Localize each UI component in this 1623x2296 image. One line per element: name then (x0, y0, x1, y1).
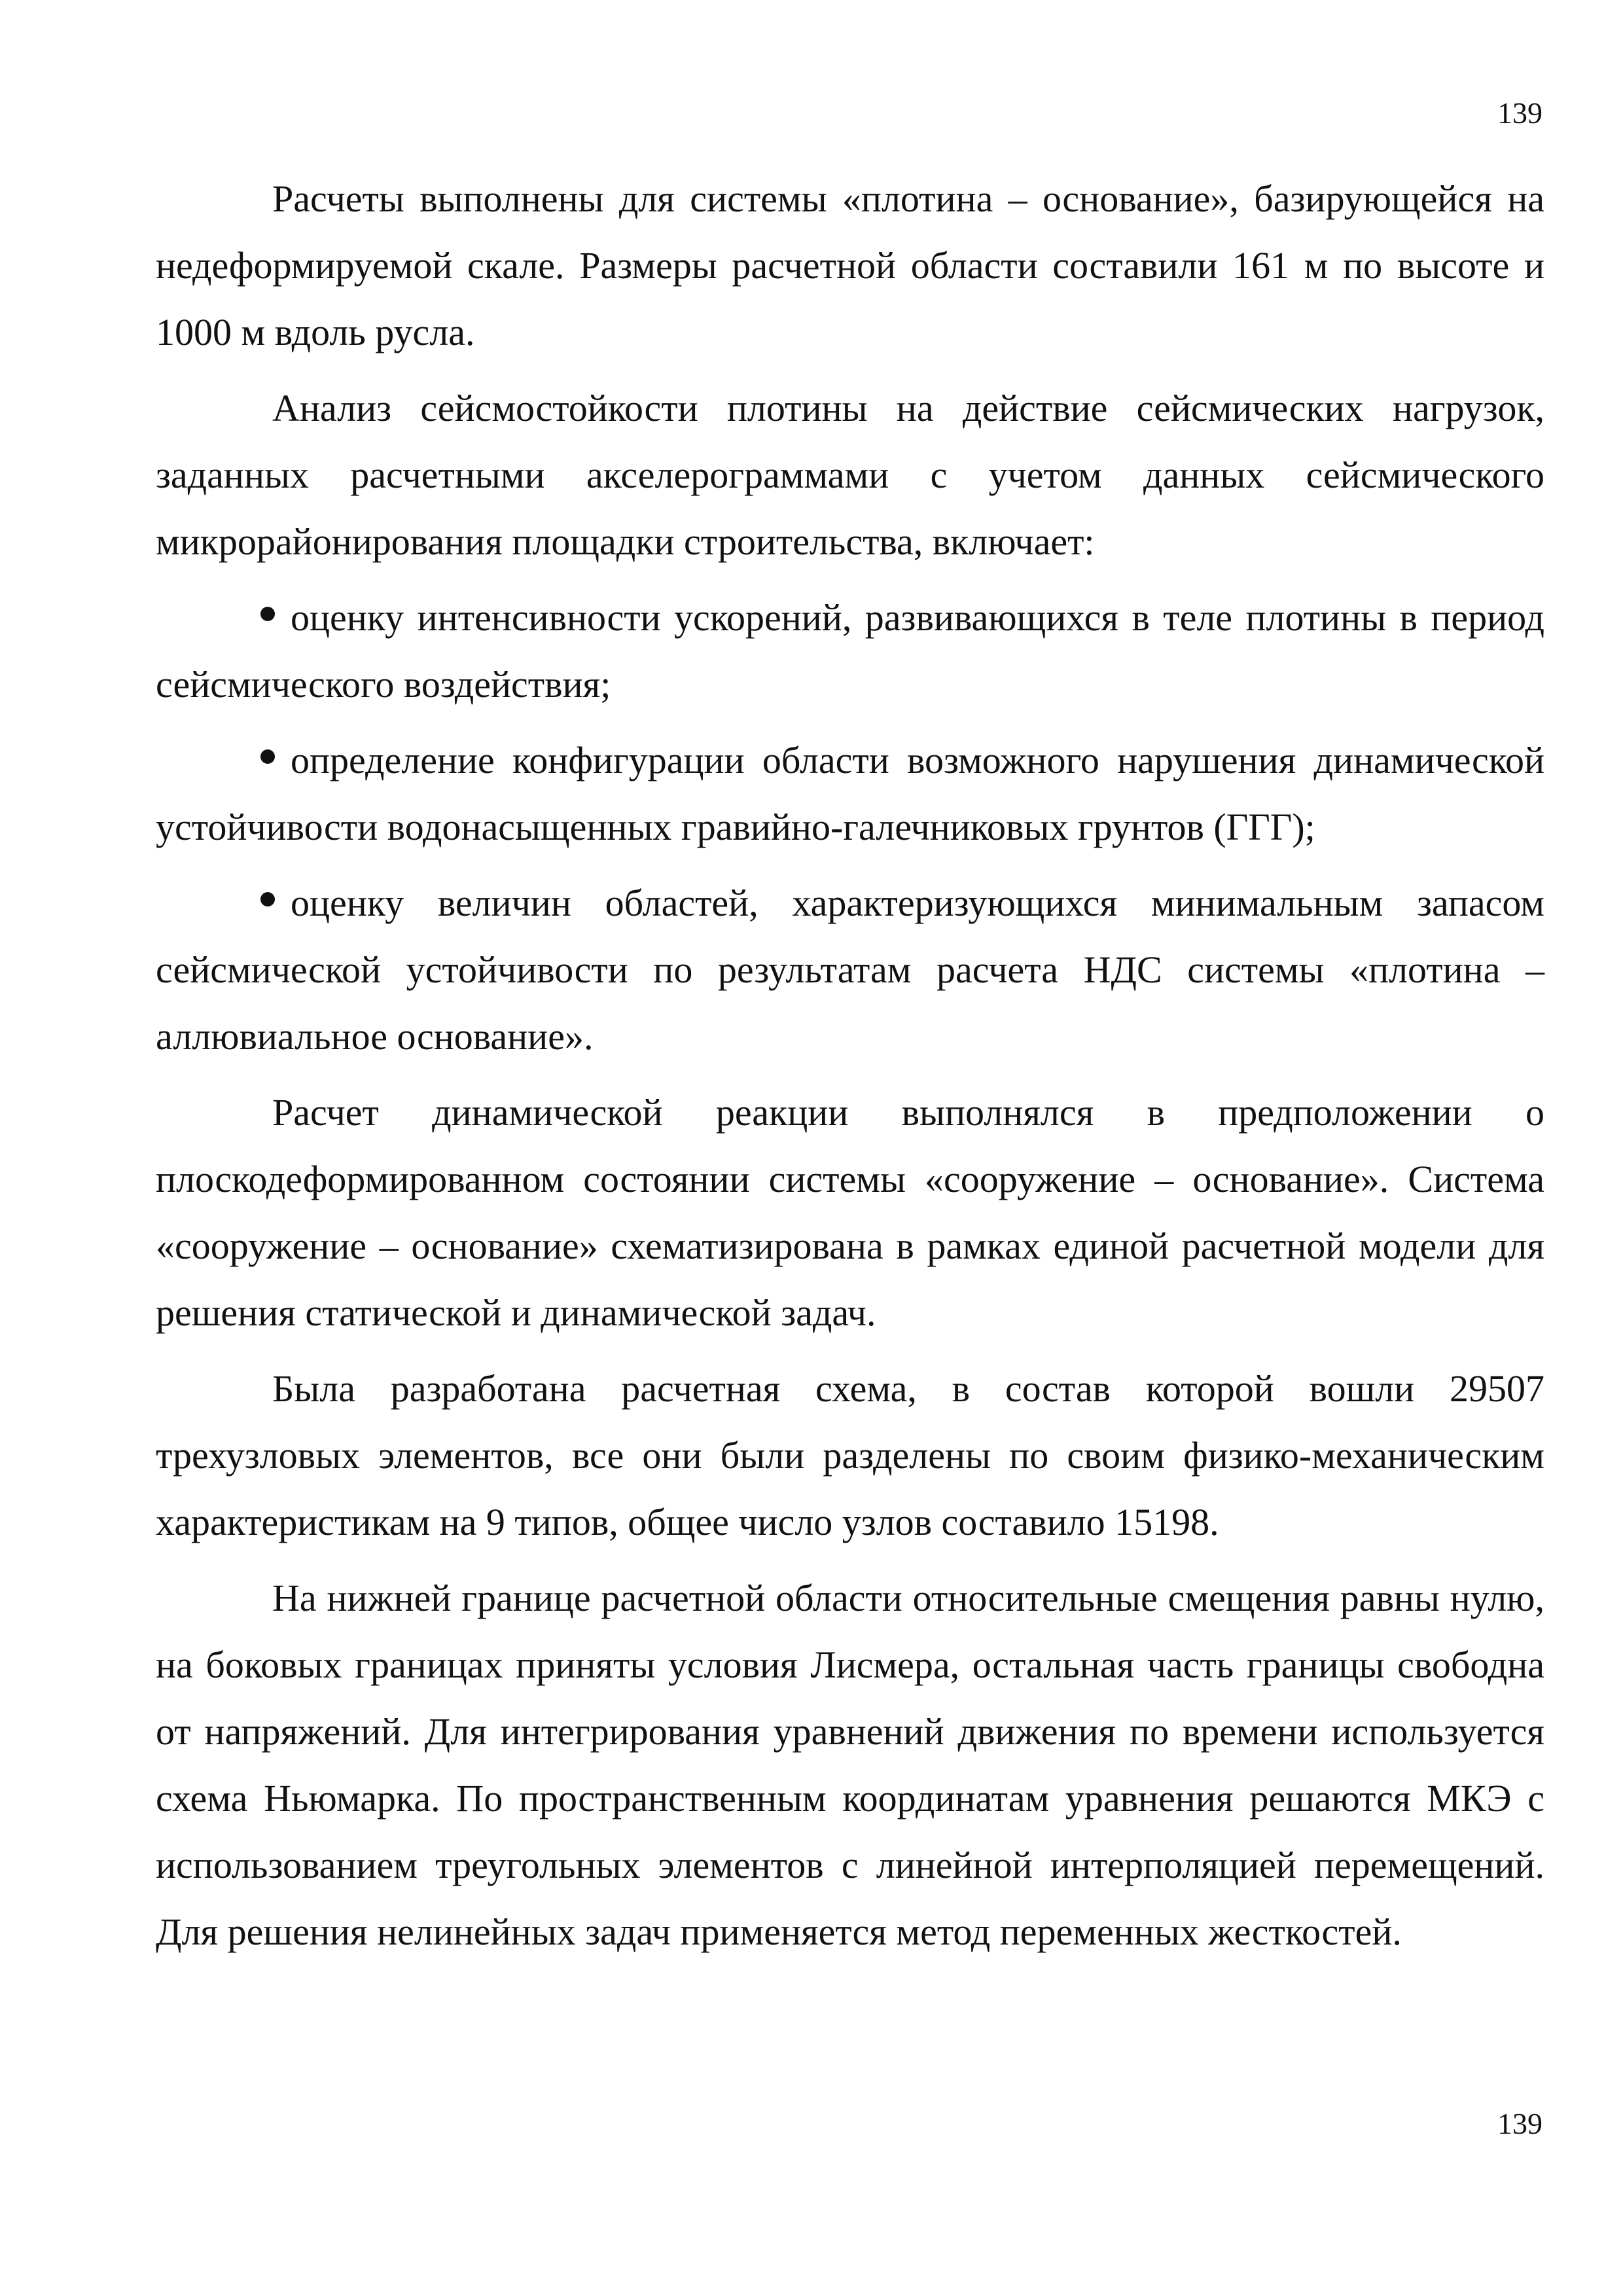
list-item (156, 727, 1544, 861)
list-item-text: оценку интенсивности ускорений, развивающихся в теле плотины в период сейсмического воздействия; (156, 596, 1544, 706)
paragraph-boundary-conditions: На нижней границе расчетной области относительные смещения равны нулю, на боковых границах приняты условия Лисмера, остальная часть границы свободна от напряжений. Для интегрирования уравнений движения по времени используется схема Ньюмарка. По пространственным координатам уравнения решаются МКЭ с использованием треугольных элементов с линейной интерполяцией перемещений. Для решения нелинейных задач применяется метод переменных жесткостей. (156, 1577, 1544, 1953)
list-item-text: оценку величин областей, характеризующихся минимальным запасом сейсмической устойчивости по результатам расчета НДС системы «плотина – аллювиальное основание». (156, 882, 1544, 1058)
paragraph-dynamic-response: Расчет динамической реакции выполнялся в предположении о плоскодеформированном состоянии системы «сооружение – основание». Система «сооружение – основание» схематизирована в рамках единой расчетной модели для решения статической и динамической задач. (156, 1091, 1544, 1334)
list-item (156, 584, 1544, 718)
list-item (156, 870, 1544, 1070)
list-item-text: определение конфигурации области возможного нарушения динамической устойчивости водонасыщенных гравийно-галечниковых грунтов (ГГГ); (156, 739, 1544, 848)
paragraph-calculation-scheme: Была разработана расчетная схема, в состав которой вошли 29507 трехузловых элементов, все они были разделены по своим физико-механическим характеристикам на 9 типов, общее число узлов составило 15198. (156, 1367, 1544, 1543)
paragraph-calculation-system: Расчеты выполнены для системы «плотина – основание», базирующейся на недеформируемой скале. Размеры расчетной области составили 161 м по высоте и 1000 м вдоль русла. (156, 177, 1544, 353)
page-number-top: 139 (1497, 96, 1543, 130)
page-number-bottom: 139 (1497, 2107, 1543, 2140)
paragraph-seismic-analysis: Анализ сейсмостойкости плотины на действие сейсмических нагрузок, заданных расчетными акселерограммами с учетом данных сейсмического микрорайонирования площадки строительства, включает: (156, 387, 1544, 563)
page-body (156, 166, 1544, 1975)
